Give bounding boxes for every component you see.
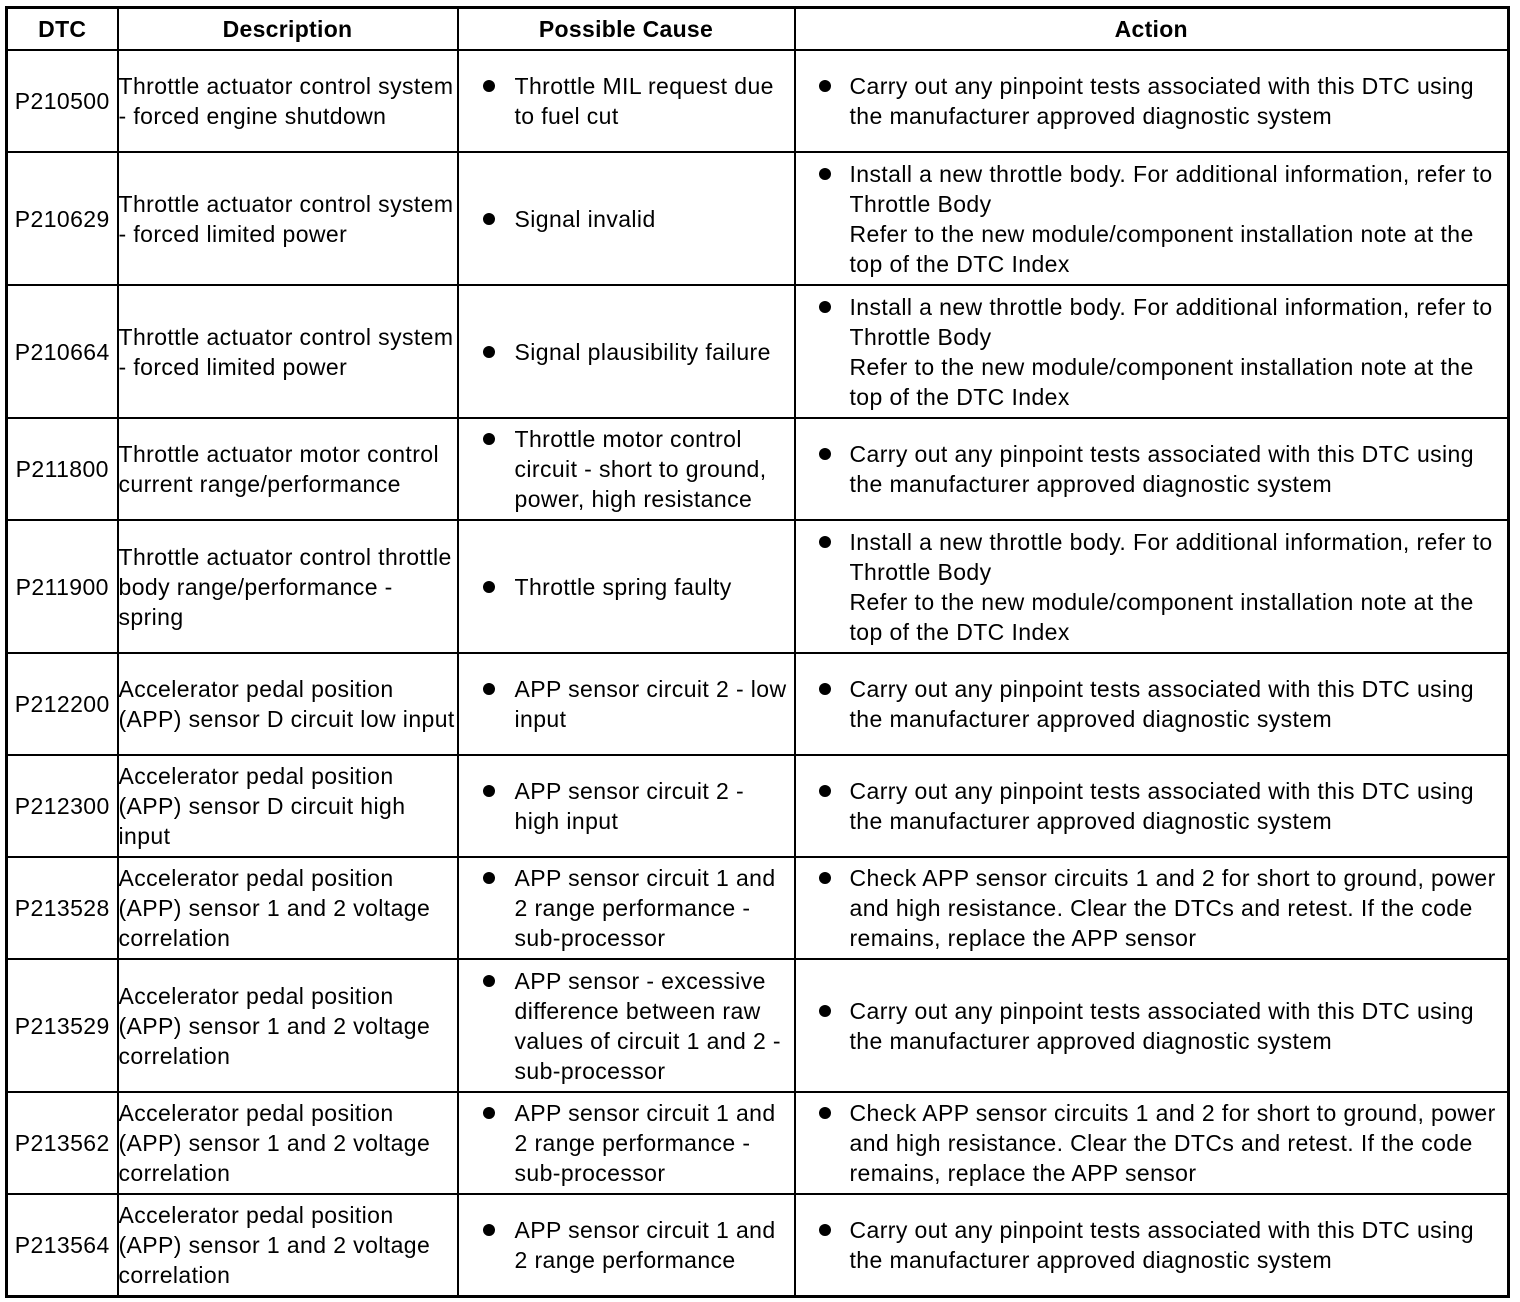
possible-cause: Throttle spring faulty	[514, 573, 732, 600]
possible-cause: Throttle motor control circuit - short to ground, power, high resistance	[514, 426, 767, 512]
dtc-code: P213564	[7, 1194, 118, 1296]
dtc-code: P210664	[7, 285, 118, 418]
possible-cause: APP sensor circuit 1 and 2 range performance - sub-processor	[514, 1100, 776, 1186]
dtc-description: Accelerator pedal position (APP) sensor 1 and 2 voltage correlation	[118, 857, 458, 959]
action-cell	[795, 755, 1509, 857]
possible-cause: APP sensor circuit 1 and 2 range performance	[514, 1216, 776, 1273]
possible-cause: Throttle MIL request due to fuel cut	[514, 73, 774, 129]
possible-cause-cell	[458, 152, 795, 285]
possible-cause: APP sensor circuit 2 - high input	[514, 778, 745, 834]
table-header-row	[7, 8, 1509, 51]
action-text: Install a new throttle body. For additional information, refer to Throttle Body	[849, 293, 1493, 350]
bullet-icon	[819, 301, 831, 313]
dtc-code: P210500	[7, 50, 118, 152]
dtc-description: Throttle actuator control system - forced limited power	[118, 285, 458, 418]
action-text: Check APP sensor circuits 1 and 2 for short to ground, power and high resistance. Clear the DTCs and retest. If the code remains, replace the APP sensor	[849, 865, 1496, 951]
action-text: Carry out any pinpoint tests associated with this DTC using the manufacturer approved diagnostic system	[849, 676, 1474, 732]
dtc-description: Accelerator pedal position (APP) sensor 1 and 2 voltage correlation	[118, 1194, 458, 1296]
bullet-icon	[819, 683, 831, 695]
action-text: Carry out any pinpoint tests associated with this DTC using the manufacturer approved diagnostic system	[849, 778, 1474, 834]
possible-cause-cell	[458, 653, 795, 755]
bullet-icon	[483, 785, 495, 797]
action-text: Carry out any pinpoint tests associated with this DTC using the manufacturer approved diagnostic system	[849, 73, 1474, 129]
bullet-icon	[483, 872, 495, 884]
bullet-icon	[483, 683, 495, 695]
action-cell	[795, 285, 1509, 418]
dtc-table	[5, 6, 1510, 1298]
dtc-code: P211800	[7, 418, 118, 520]
bullet-icon	[819, 1107, 831, 1119]
action-note: Refer to the new module/component installation note at the top of the DTC Index	[849, 220, 1474, 277]
bullet-icon	[819, 1224, 831, 1236]
bullet-icon	[483, 213, 495, 225]
action-cell	[795, 1092, 1509, 1194]
possible-cause: Signal plausibility failure	[514, 338, 771, 365]
bullet-icon	[819, 448, 831, 460]
dtc-code: P210629	[7, 152, 118, 285]
possible-cause-cell	[458, 959, 795, 1092]
action-cell	[795, 418, 1509, 520]
action-text: Carry out any pinpoint tests associated with this DTC using the manufacturer approved diagnostic system	[849, 441, 1474, 497]
header-description: Description	[118, 8, 458, 51]
dtc-code: P212300	[7, 755, 118, 857]
table-row	[7, 857, 1509, 959]
possible-cause-cell	[458, 520, 795, 653]
action-note: Refer to the new module/component installation note at the top of the DTC Index	[849, 588, 1474, 645]
table-row	[7, 1194, 1509, 1296]
possible-cause-cell	[458, 1092, 795, 1194]
table-row	[7, 50, 1509, 152]
action-text: Carry out any pinpoint tests associated with this DTC using the manufacturer approved diagnostic system	[849, 997, 1474, 1054]
bullet-icon	[819, 1005, 831, 1017]
dtc-code: P213529	[7, 959, 118, 1092]
action-cell	[795, 50, 1509, 152]
dtc-description: Accelerator pedal position (APP) sensor 1 and 2 voltage correlation	[118, 1092, 458, 1194]
possible-cause-cell	[458, 1194, 795, 1296]
possible-cause-cell	[458, 857, 795, 959]
possible-cause: APP sensor circuit 1 and 2 range performance - sub-processor	[514, 865, 776, 951]
possible-cause-cell	[458, 285, 795, 418]
table-row	[7, 152, 1509, 285]
action-text: Install a new throttle body. For additional information, refer to Throttle Body	[849, 160, 1493, 217]
action-text: Carry out any pinpoint tests associated with this DTC using the manufacturer approved diagnostic system	[849, 1216, 1474, 1273]
bullet-icon	[483, 433, 495, 445]
header-action: Action	[795, 8, 1509, 51]
action-text: Install a new throttle body. For additional information, refer to Throttle Body	[849, 528, 1493, 585]
possible-cause-cell	[458, 418, 795, 520]
header-possible-cause: Possible Cause	[458, 8, 795, 51]
bullet-icon	[483, 80, 495, 92]
possible-cause: APP sensor circuit 2 - low input	[514, 676, 787, 732]
table-row	[7, 285, 1509, 418]
dtc-code: P211900	[7, 520, 118, 653]
dtc-description: Accelerator pedal position (APP) sensor 1 and 2 voltage correlation	[118, 959, 458, 1092]
bullet-icon	[483, 1107, 495, 1119]
dtc-description: Accelerator pedal position (APP) sensor D circuit low input	[118, 653, 458, 755]
action-cell	[795, 520, 1509, 653]
table-row	[7, 755, 1509, 857]
bullet-icon	[483, 581, 495, 593]
bullet-icon	[819, 872, 831, 884]
dtc-description: Accelerator pedal position (APP) sensor D circuit high input	[118, 755, 458, 857]
action-note: Refer to the new module/component installation note at the top of the DTC Index	[849, 353, 1474, 410]
bullet-icon	[819, 785, 831, 797]
dtc-code: P212200	[7, 653, 118, 755]
bullet-icon	[483, 1224, 495, 1236]
possible-cause-cell	[458, 755, 795, 857]
bullet-icon	[819, 80, 831, 92]
action-cell	[795, 857, 1509, 959]
dtc-code: P213562	[7, 1092, 118, 1194]
dtc-description: Throttle actuator control system - forced engine shutdown	[118, 50, 458, 152]
possible-cause-cell	[458, 50, 795, 152]
action-cell	[795, 1194, 1509, 1296]
table-row	[7, 653, 1509, 755]
bullet-icon	[483, 346, 495, 358]
table-row	[7, 1092, 1509, 1194]
possible-cause: Signal invalid	[514, 205, 656, 232]
dtc-description: Throttle actuator control system - forced limited power	[118, 152, 458, 285]
table-row	[7, 418, 1509, 520]
table-row	[7, 520, 1509, 653]
table-row	[7, 959, 1509, 1092]
dtc-description: Throttle actuator motor control current range/performance	[118, 418, 458, 520]
action-cell	[795, 959, 1509, 1092]
dtc-code: P213528	[7, 857, 118, 959]
action-cell	[795, 152, 1509, 285]
bullet-icon	[819, 168, 831, 180]
action-text: Check APP sensor circuits 1 and 2 for short to ground, power and high resistance. Clear the DTCs and retest. If the code remains, replace the APP sensor	[849, 1100, 1496, 1186]
bullet-icon	[819, 536, 831, 548]
header-dtc: DTC	[7, 8, 118, 51]
possible-cause: APP sensor - excessive difference between raw values of circuit 1 and 2 - sub-processor	[514, 967, 781, 1084]
action-cell	[795, 653, 1509, 755]
bullet-icon	[483, 975, 495, 987]
dtc-description: Throttle actuator control throttle body range/performance - spring	[118, 520, 458, 653]
